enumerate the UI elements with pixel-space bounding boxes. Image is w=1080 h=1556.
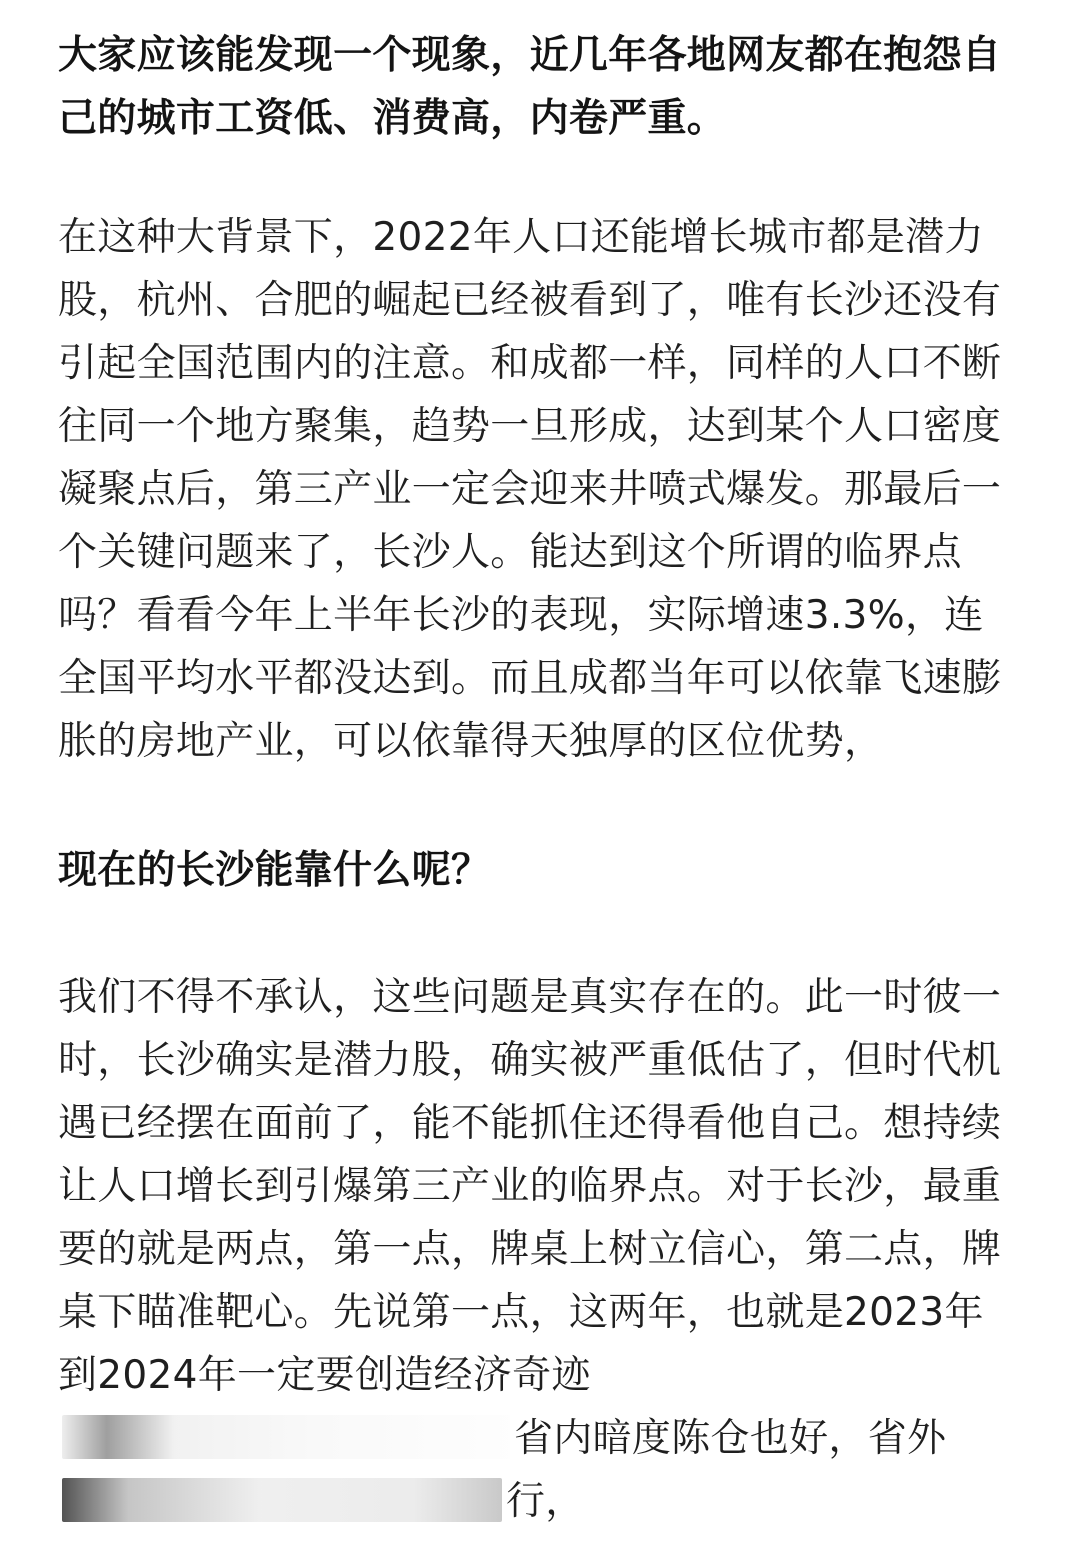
question-heading: 现在的长沙能靠什么呢？ <box>58 848 491 893</box>
body-paragraph-2-start: 我们不得不承认，这些问题是真实存在的。此一时彼一时，长沙确实是潜力股，确实被严重低估了，但时代机遇已经摆在面前了，能不能抓住还得看他自己。想持续让人口增长到引爆第三产业的临界点。对于长沙，最重要的就是两点，第一点，牌桌上树立信心，第二点，牌桌下瞄准靶心。先说第一点，这两年，也就是2023年到2024年一定要创造经济奇迹 <box>58 975 1002 1398</box>
body-paragraph-2-mid: 省内暗度陈仓也好，省外 <box>514 1416 947 1461</box>
body-paragraph-2-end: 行， <box>506 1479 585 1524</box>
intro-bold-paragraph: 大家应该能发现一个现象，近几年各地网友都在抱怨自己的城市工资低、消费高，内卷严重。 <box>58 33 1002 141</box>
body-paragraph-2 <box>58 966 1022 1533</box>
article-body <box>58 24 1022 1533</box>
paragraph-gap <box>58 150 1022 206</box>
redaction-blur-2 <box>62 1478 502 1522</box>
paragraph-gap <box>58 902 1022 966</box>
body-paragraph-1: 在这种大背景下，2022年人口还能增长城市都是潜力股，杭州、合肥的崛起已经被看到了，唯有长沙还没有引起全国范围内的注意。和成都一样，同样的人口不断往同一个地方聚集，趋势一旦形成，达到某个人口密度凝聚点后，第三产业一定会迎来井喷式爆发。那最后一个关键问题来了，长沙人。能达到这个所谓的临界点吗？看看今年上半年长沙的表现，实际增速3.3%，连全国平均水平都没达到。而且成都当年可以依靠飞速膨胀的房地产业，可以依靠得天独厚的区位优势， <box>58 215 1002 764</box>
paragraph-gap <box>58 773 1022 839</box>
redaction-blur-1 <box>62 1415 510 1459</box>
